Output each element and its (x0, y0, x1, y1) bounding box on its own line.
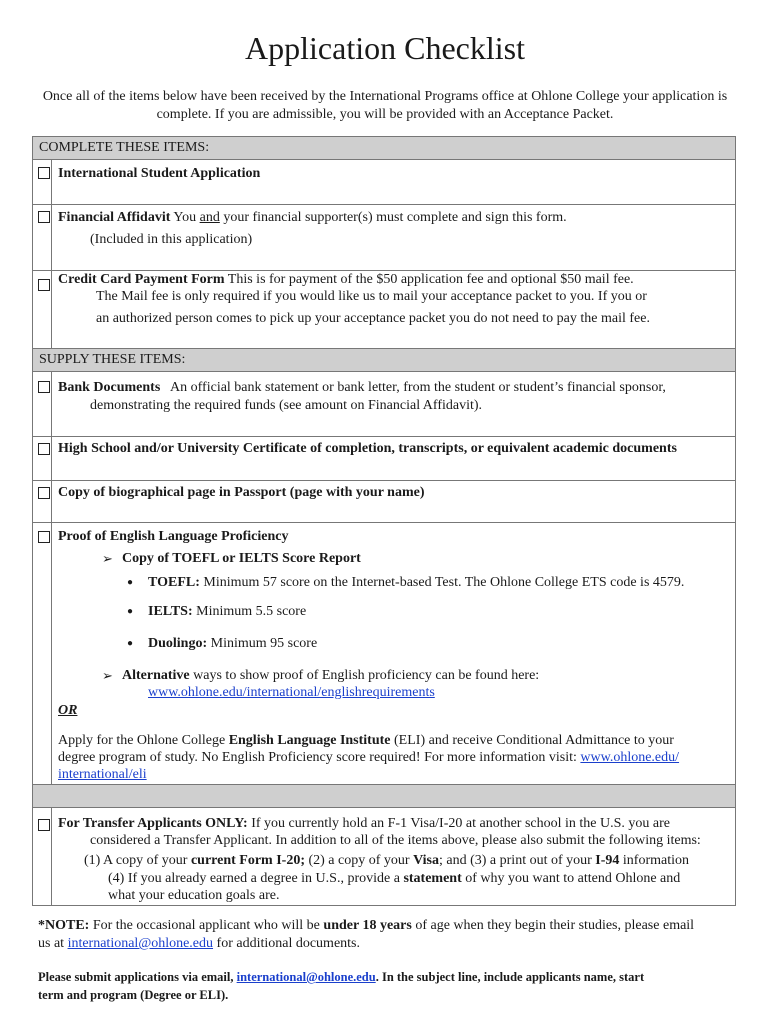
english-requirements-link[interactable]: www.ohlone.edu/international/englishrequirements (148, 685, 435, 700)
item-financial-affidavit (58, 208, 567, 228)
credit-desc: This is for payment of the $50 application fee and optional $50 mail fee. (227, 272, 634, 287)
credit-line-3: an authorized person comes to pick up your acceptance packet you do not need to pay the mail fee. (96, 311, 650, 326)
bank-desc: An official bank statement or bank letter, from the student or student’s financial sponsor, (170, 380, 666, 395)
row-divider (32, 522, 736, 523)
eli-link-part-2[interactable]: international/eli (58, 767, 147, 782)
toefl-requirement (148, 573, 684, 593)
bullet-icon: ● (127, 638, 134, 649)
transfer-line-5: what your education goals are. (108, 888, 280, 903)
toefl-label: TOEFL: (148, 575, 200, 590)
duolingo-text: Minimum 95 score (207, 636, 318, 651)
ielts-text: Minimum 5.5 score (192, 604, 307, 619)
arrow-bullet-icon: ➢ (102, 668, 113, 683)
alternative-label: Alternative (122, 668, 190, 683)
financial-desc-and: and (199, 210, 220, 225)
empty-section-band (32, 784, 736, 808)
checkbox-credit-card-form[interactable] (38, 279, 50, 291)
transfer-l3-g: information (619, 853, 690, 868)
transfer-l4-a: (4) If you already earned a degree in U.S., provide a (108, 871, 404, 886)
checkbox-english-proficiency[interactable] (38, 531, 50, 543)
transfer-line-3 (84, 851, 689, 871)
checkbox-column-divider (51, 808, 52, 906)
checkbox-intl-application[interactable] (38, 167, 50, 179)
item-bank-documents (58, 378, 666, 398)
note-line2-a: us at (38, 936, 68, 951)
checkbox-transfer-applicants[interactable] (38, 819, 50, 831)
checkbox-bank-documents[interactable] (38, 381, 50, 393)
note-text-2: of age when they begin their studies, please email (411, 918, 695, 933)
submission-instructions (38, 967, 644, 987)
checkbox-column-divider (51, 372, 52, 784)
checkbox-financial-affidavit[interactable] (38, 211, 50, 223)
eli-text-2: (ELI) and receive Conditional Admittance to your (390, 733, 674, 748)
toefl-text: Minimum 57 score on the Internet-based Test. The Ohlone College ETS code is 4579. (199, 575, 685, 590)
eli-line-2 (58, 748, 679, 768)
transfer-title: For Transfer Applicants ONLY: (58, 816, 248, 831)
note-text-1: For the occasional applicant who will be (89, 918, 324, 933)
footer-text-2: . In the subject line, include applicants name, start (375, 970, 645, 984)
bank-title: Bank Documents (58, 380, 161, 395)
item-passport-copy: Copy of biographical page in Passport (page with your name) (58, 485, 425, 500)
supply-section-header: SUPPLY THESE ITEMS: (32, 348, 736, 372)
under-18-note (38, 916, 694, 936)
item-academic-documents: High School and/or University Certificate of completion, transcripts, or equivalent academic documents (58, 441, 677, 456)
toefl-ielts-report: Copy of TOEFL or IELTS Score Report (122, 551, 361, 566)
alternative-text: ways to show proof of English proficiency can be found here: (189, 668, 540, 683)
bullet-icon: ● (127, 606, 134, 617)
duolingo-label: Duolingo: (148, 636, 208, 651)
item-english-proficiency: Proof of English Language Proficiency (58, 529, 289, 544)
transfer-l3-e: ; and (3) a print out of your (439, 853, 596, 868)
ielts-requirement (148, 602, 306, 622)
item-intl-application: International Student Application (58, 166, 261, 181)
row-divider (32, 480, 736, 481)
eli-text-1: Apply for the Ohlone College (58, 733, 229, 748)
note-bold: under 18 years (323, 918, 412, 933)
note-email-link[interactable]: international@ohlone.edu (67, 936, 214, 951)
financial-note: (Included in this application) (90, 232, 253, 247)
transfer-desc: If you currently hold an F-1 Visa/I-20 at another school in the U.S. you are (247, 816, 670, 831)
eli-line-2-text: degree program of study. No English Proficiency score required! For more information visit: (58, 750, 581, 765)
transfer-l3-d: Visa (413, 853, 439, 868)
complete-section-header: COMPLETE THESE ITEMS: (32, 136, 736, 160)
arrow-bullet-icon: ➢ (102, 551, 113, 566)
eli-bold: English Language Institute (228, 733, 391, 748)
credit-line-2: The Mail fee is only required if you would like us to mail your acceptance packet to you. If you or (96, 289, 647, 304)
financial-title: Financial Affidavit (58, 210, 171, 225)
bank-line-2: demonstrating the required funds (see amount on Financial Affidavit). (90, 398, 483, 413)
checkbox-column-divider (51, 160, 52, 348)
footer-email-link[interactable]: international@ohlone.edu (236, 970, 376, 984)
note-line2-b: for additional documents. (213, 936, 360, 951)
bullet-icon: ● (127, 577, 134, 588)
row-divider (32, 436, 736, 437)
transfer-l3-a: (1) A copy of your (84, 853, 191, 868)
transfer-l4-c: of why you want to attend Ohlone and (461, 871, 681, 886)
row-divider (32, 204, 736, 205)
footer-text-1: Please submit applications via email, (38, 970, 237, 984)
checkbox-passport-copy[interactable] (38, 487, 50, 499)
intro-text: Once all of the items below have been received by the International Programs office at Ohlone College your application is complete. If you are admissible, you will be provided with an Acceptance Packet. (42, 89, 728, 122)
page-title: Application Checklist (245, 30, 525, 66)
transfer-l4-b: statement (403, 871, 462, 886)
financial-desc-1: You (173, 210, 200, 225)
under-18-note-line-2 (38, 934, 360, 954)
credit-title: Credit Card Payment Form (58, 272, 225, 287)
eli-link-part-1[interactable]: www.ohlone.edu/ (580, 750, 680, 765)
transfer-l3-b: current Form I-20; (190, 853, 305, 868)
financial-desc-2: your financial supporter(s) must complete and sign this form. (219, 210, 567, 225)
submission-instructions-line-2: term and program (Degree or ELI). (38, 988, 229, 1002)
or-separator: OR (58, 703, 78, 718)
checkbox-academic-documents[interactable] (38, 443, 50, 455)
ielts-label: IELTS: (148, 604, 193, 619)
note-label: *NOTE: (38, 918, 90, 933)
duolingo-requirement (148, 634, 317, 654)
transfer-l3-c: (2) a copy of your (304, 853, 414, 868)
transfer-l3-f: I-94 (595, 853, 620, 868)
transfer-line-2: considered a Transfer Applicant. In addition to all of the items above, please also submit the following items: (90, 833, 701, 848)
